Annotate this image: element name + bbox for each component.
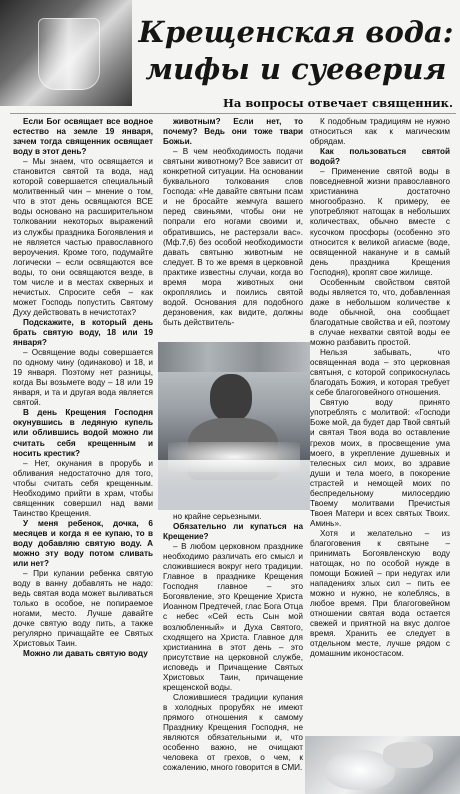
- article-title: Крещенская вода: мифы и суеверия: [138, 15, 454, 86]
- column-3: [310, 117, 450, 660]
- question-paragraph: У меня ребенок, дочка, 6 месяцев и когда я ее купаю, то в воду добавляю святую воду. А можно эту воду потом сливать или нет?: [13, 518, 153, 569]
- answer-paragraph: но крайне серьезными.: [173, 512, 262, 521]
- answer-paragraph: Нельзя забывать, что освященная вода – это церковная святыня, с которой соприкоснулась благодать Божия, и которая требует к себе благоговейного отношения.: [310, 348, 450, 398]
- answer-paragraph: – Освящение воды совершается по одному чину (одинаково) и 18, и 19 января. Поэтому нет разницы, когда Вы возьмете воду – 18 или 19 января, и та и другая вода является святой.: [13, 348, 153, 408]
- holy-water-bowl-photo: [305, 736, 460, 794]
- column-2: [163, 117, 303, 328]
- baptism-ice-hole-photo: [158, 342, 310, 510]
- column-1: [13, 117, 153, 660]
- question-paragraph: Можно ли давать святую воду: [23, 649, 148, 659]
- answer-paragraph: – Применение святой воды в повседневной жизни православного христианина достаточно многообразно. К примеру, ее употребляют натощак в небольших количествах, обычно вместе с кусочком просфоры (особенно это относится к великой агиасме (воде, освященной накануне и в самый день праздника Крещения Господня), кропят свое жилище.: [310, 167, 450, 277]
- question-paragraph: В день Крещения Господня окунувшись в ледяную купель или облившись водой можно ли считать себя крещенным и носить крестик?: [13, 408, 153, 458]
- answer-paragraph: – В чем необходимость подачи святыни животному? Все зависит от конкретной ситуации. На основании буквального толкования слов Господа: «Не давайте святыни псам и не бросайте жемчуга вашего перед свиньями, чтобы они не попрали его ногами своими и, обратившись, не растерзали вас».(Мф.7,6) без особой необходимости давать святыню животным не следует. В то же время в церковной практике известны случаи, когда во время мора животных они окроплялись и поились святой водой. Основания для подобного дерзновения, как видите, должны быть действитель-: [163, 147, 303, 327]
- answer-paragraph: – В любом церковном празднике необходимо различать его смысл и сложившиеся вокруг него традиции. Главное в празднике Крещения Господня главное – это Богоявление, это Крещение Христа Иоанном Предтечей, глас Бога Отца с небес «Сей есть Сын мой возлюбленный» и Духа Святого, сходящего на Христа. Главное для христианина в этот день – это присутствие на церковной службе, исповедь и Причащение Святых Христовых Таин, причащение крещенской воды.: [163, 542, 303, 692]
- question-paragraph: животным? Если нет, то почему? Ведь они тоже твари Божьи.: [163, 117, 303, 147]
- article-subtitle: На вопросы отвечает священник.: [223, 96, 453, 110]
- answer-paragraph: Сложившиеся традиции купания в холодных прорубях не имеют прямого отношения к самому Празднику Крещения Господня, не являются обязательными и, что особенно важно, не очищают человека от грехов, о чем, к сожалению, много говорится в СМИ.: [163, 692, 303, 773]
- answer-paragraph: – Мы знаем, что освящается и становится святой та вода, над которой совершается специальный молитвенный чин – мнение о том, что в этот день освящаются ВСЕ воды основано на расширительном толковании некоторых выражений из службы праздника Богоявления и не является частью православного вероучения. Кроме того, подумайте логически – если освящаются все воды, то они освящаются везде, в том числе и в местах скверных и нечистых. Спросите себя – как может Господь попустить Святому Духу действовать в нечистотах?: [13, 157, 153, 317]
- answer-paragraph: Хотя и желательно – из благоговения к святыне – принимать Богоявленскую воду натощак, но по особой нужде в помощи Божией – при недугах или нападениях злых сил – пить ее можно и нужно, не колеблясь, в любое время. При благоговейном отношении святая вода остается свежей и приятной на вкус долгое время. Хранить ее следует в отдельном месте, лучше рядом с домашним иконостасом.: [310, 528, 450, 659]
- answer-paragraph: – При купании ребенка святую воду в ванну добавлять не надо: ведь святая вода может выливаться только в особое, не попираемое ногами, место. Лучше давайте дочке святую воду пить, а также регулярно причащайте ее Святых Христовых Таин.: [13, 569, 153, 649]
- divider: [10, 113, 456, 114]
- holy-water-glass-photo: [0, 0, 132, 106]
- column-2-continued: [163, 512, 303, 773]
- question-paragraph: Подскажите, в который день брать святую воду, 18 или 19 января?: [13, 317, 153, 348]
- answer-paragraph: Святую воду принято употреблять с молитвой: «Господи Боже мой, да будет дар Твой святый и святая Твоя вода во оставление грехов моих, в просвещение ума моего, в укрепление душевных и телесных сил моих, во здравие души и тела моего, в покорение страстей и немощей моих по беспредельному милосердию Твоему молитвами Пречистыя Твоея Матери и всех святых Твоих. Аминь».: [310, 398, 450, 528]
- answer-paragraph: Особенным свойством святой воды является то, что, добавленная даже в небольшом количестве к воде обычной, она сообщает благодатные свойства и ей, поэтому в случае нехватки святой воды ее можно разбавить простой.: [310, 277, 450, 348]
- question-paragraph: Если Бог освящает все водное естество на земле 19 января, зачем тогда священник освящает воду в этот день?: [13, 117, 153, 157]
- answer-paragraph: К подобным традициям не нужно относиться как к магическим обрядам.: [310, 117, 450, 147]
- question-paragraph: Как пользоваться святой водой?: [310, 147, 450, 167]
- answer-paragraph: – Нет, окунания в прорубь и обливания недостаточно для того, чтобы считать себя крещенным. Необходимо прийти в храм, чтобы священник совершил над вами Таинство Крещения.: [13, 458, 153, 518]
- question-paragraph: Обязательно ли купаться на Крещение?: [163, 522, 303, 542]
